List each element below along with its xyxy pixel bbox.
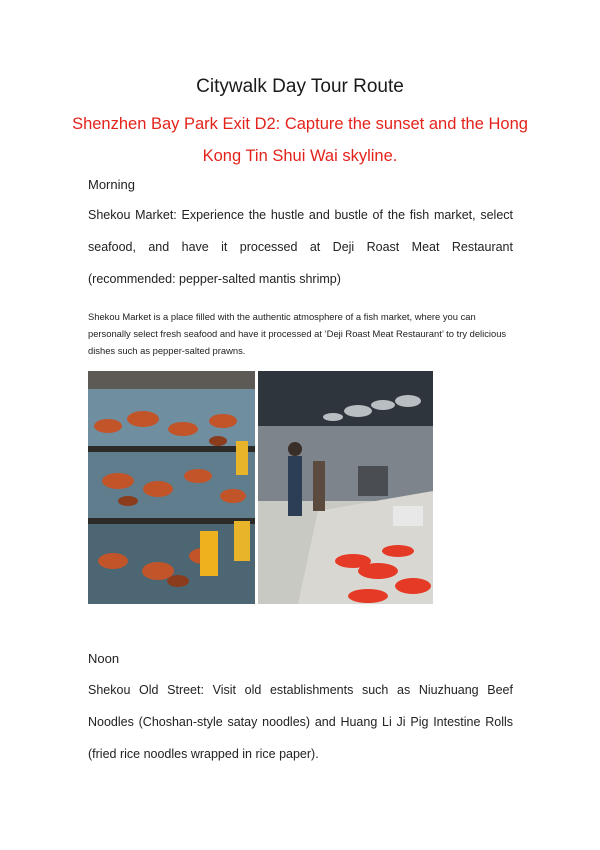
noon-description: Shekou Old Street: Visit old establishments such as Niuzhuang Beef Noodles (Choshan-style satay noodles) and Huang Li Ji Pig Intestine Rolls (fried rice noodles wrapped in rice paper).	[88, 683, 513, 761]
fish-market-photo	[258, 371, 433, 604]
noon-label: Noon	[88, 651, 120, 666]
page-title: Citywalk Day Tour Route	[196, 76, 404, 97]
morning-description: Shekou Market: Experience the hustle and bustle of the fish market, select seafood, and have it processed at Deji Roast Meat Restaurant (recommended: pepper-salted mantis shrimp)	[88, 208, 513, 286]
morning-caption: Shekou Market is a place filled with the authentic atmosphere of a fish market, where you can personally select fresh seafood and have it processed at ‘Deji Roast Meat Restaurant’ to try delicious dishes such as pepper-salted prawns.	[88, 311, 507, 356]
page-subtitle: Shenzhen Bay Park Exit D2: Capture the sunset and the Hong Kong Tin Shui Wai skyline.	[72, 115, 528, 165]
seafood-tank-photo	[88, 371, 255, 604]
morning-label: Morning	[88, 177, 135, 192]
